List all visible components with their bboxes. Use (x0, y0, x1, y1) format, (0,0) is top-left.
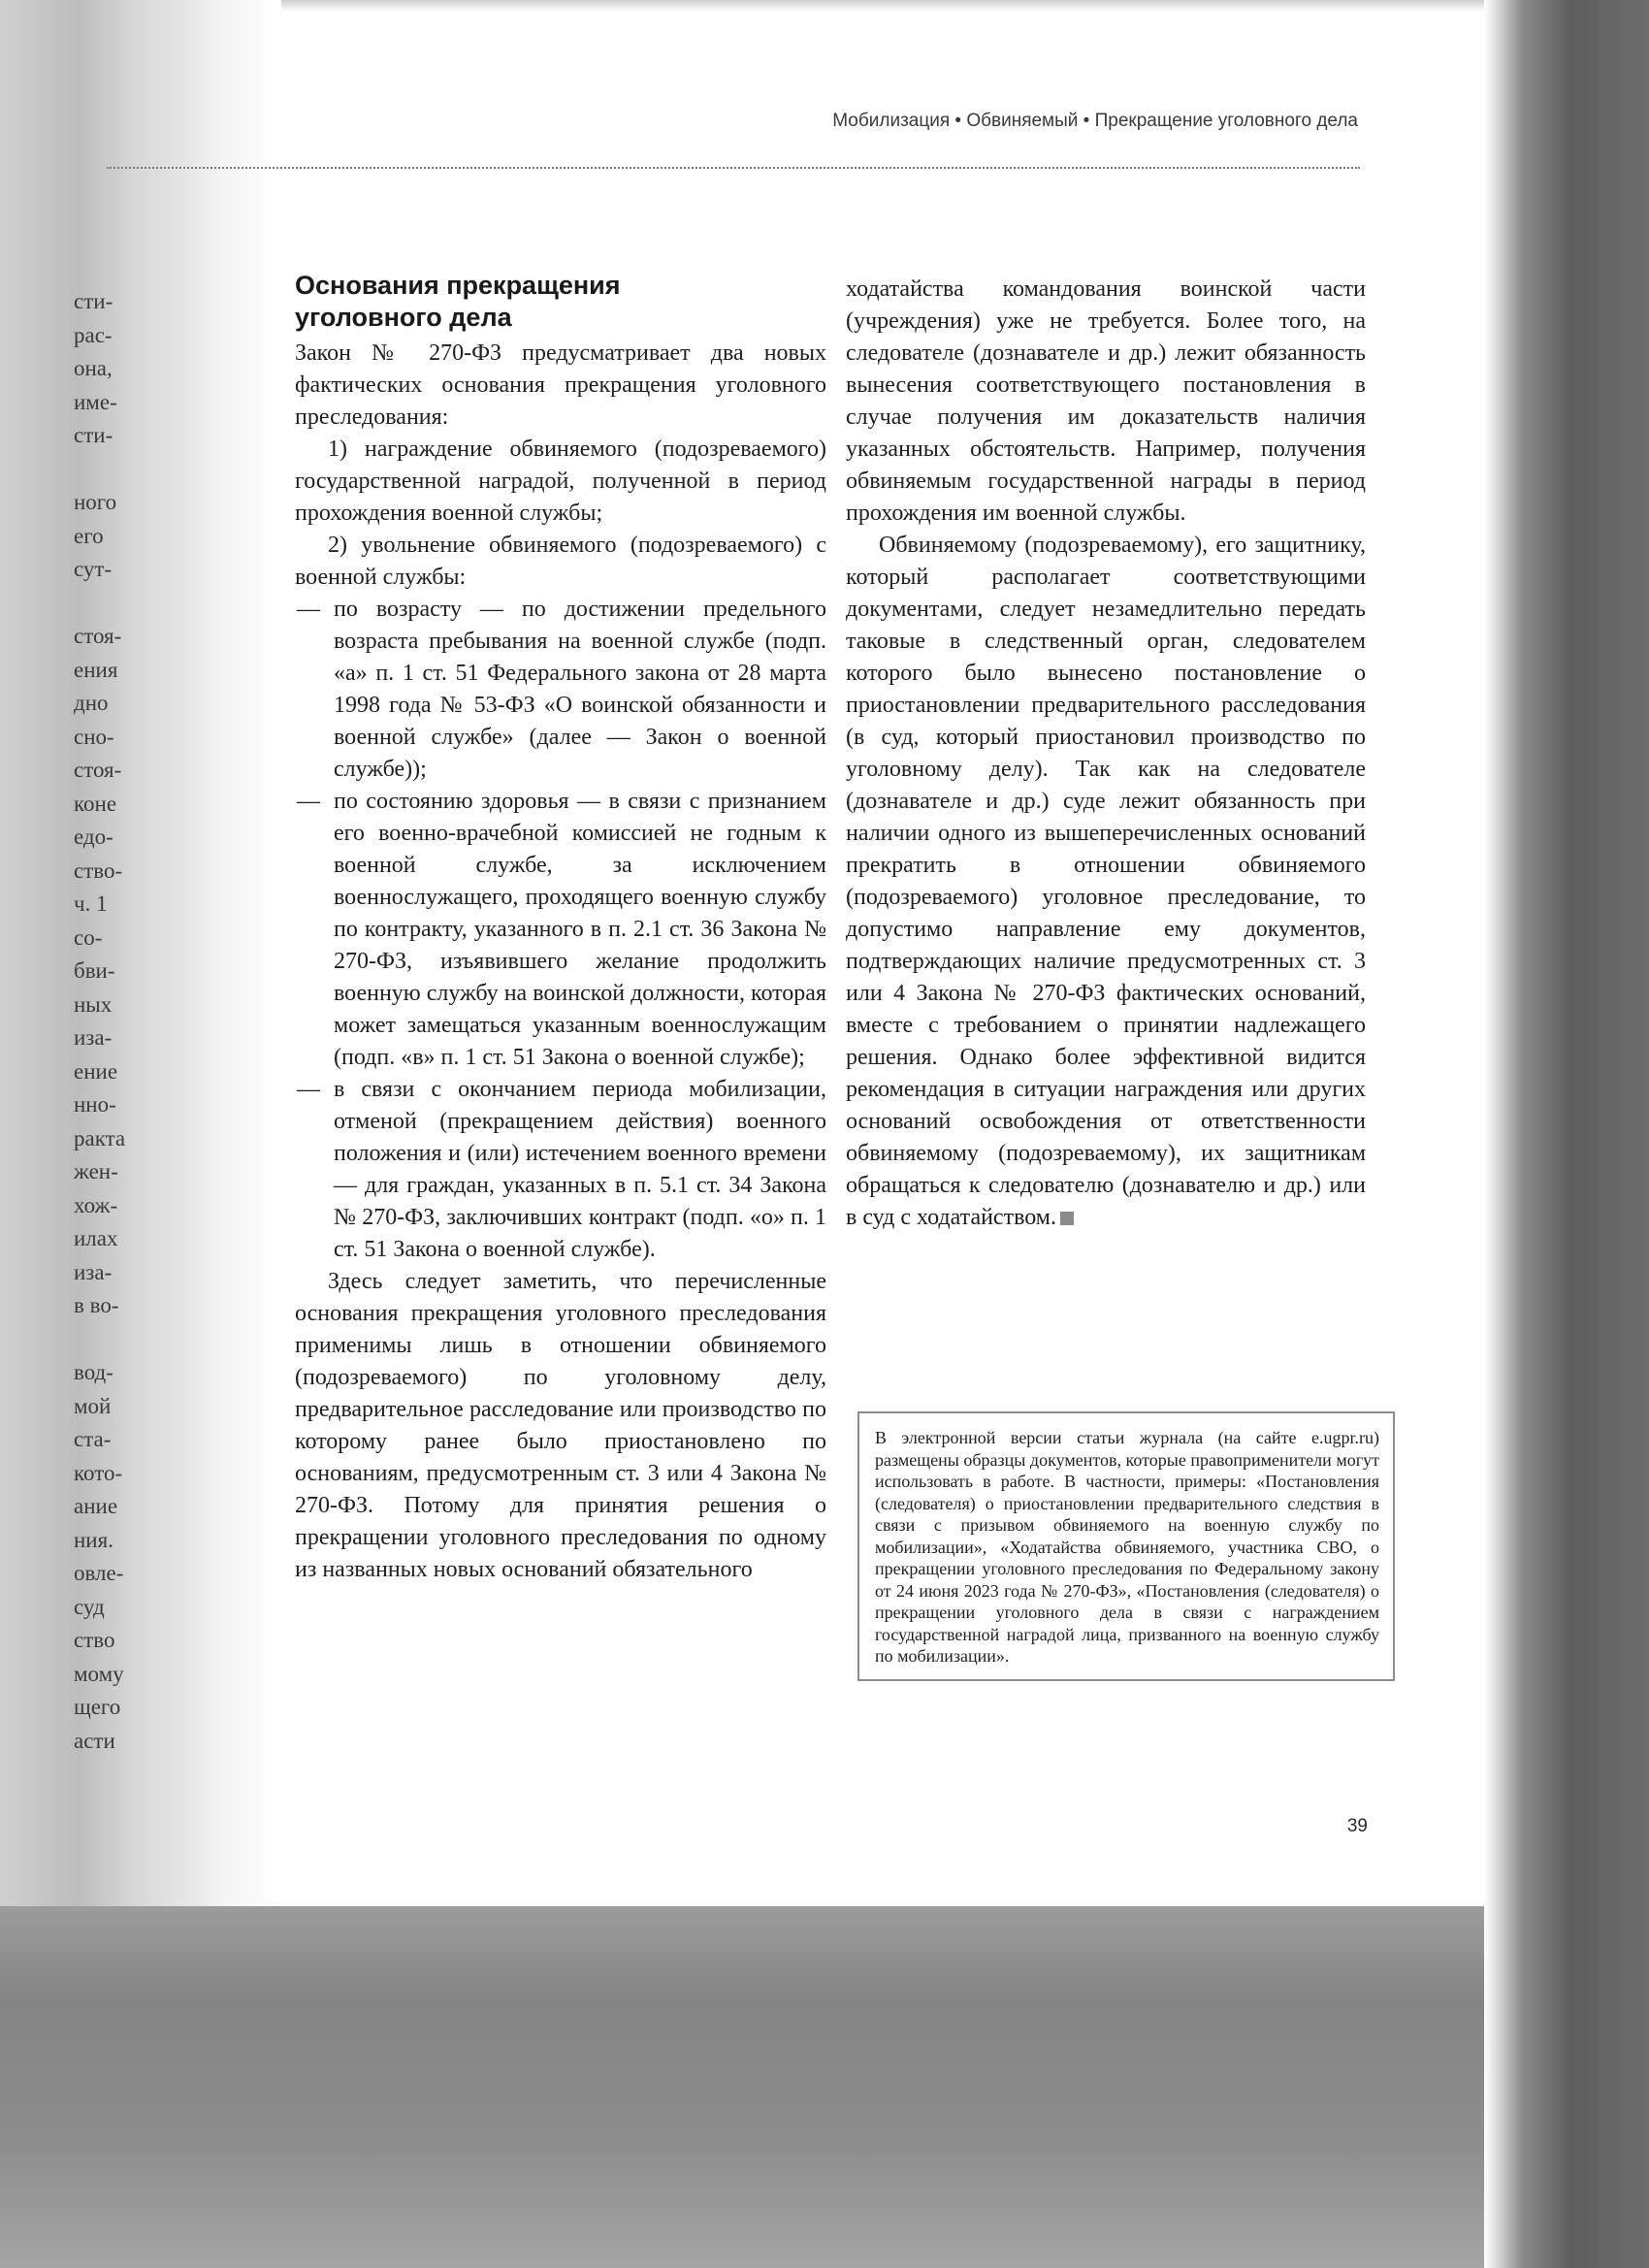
facing-page-fragment: илах (74, 1226, 118, 1250)
article-column-left (295, 270, 826, 1586)
dash-item-text: по возрасту — по достижении предельного возраста пребывания на военной службе (подп. «а» п. 1 ст. 51 Федерального закона от 28 марта 1998 года № 53-ФЗ «О воинской обязанности и военной службе» (далее — Закон о военной службе)); (334, 597, 826, 782)
facing-page-fragment: мой (74, 1393, 112, 1418)
facing-page-fragment: дно (74, 691, 109, 715)
facing-page-fragment: сти- (74, 289, 113, 313)
facing-page-fragment: ство (74, 1628, 115, 1652)
dash-item-text: по состоянию здоровья — в связи с признанием его военно-врачебной комиссией не годным к военной службе, за исключением военнослужащего, проходящего военную службу по контракту, указанного в п. 2.1 ст. 36 Закона № 270-ФЗ, изъявившего желание продолжить военную службу на воинской должности, которая может замещаться указанным военнослужащим (подп. «в» п. 1 ст. 51 Закона о военной службе); (334, 789, 826, 1070)
dash-marker: — (297, 1077, 320, 1102)
facing-page-fragment: со- (74, 924, 103, 950)
facing-page-fragment (74, 1323, 171, 1357)
scan-bottom-shadow (0, 1906, 1484, 2268)
scan-right-shadow (1484, 0, 1649, 2268)
facing-page-fragment: она, (74, 356, 113, 380)
facing-page-fragment: ство- (74, 858, 123, 883)
facing-page-fragment: сно- (74, 724, 114, 749)
facing-page-fragment: иза- (74, 1025, 113, 1050)
facing-page-fragment: стоя- (74, 624, 122, 648)
sidebar-text: В электронной версии статьи журнала (на сайте e.ugpr.ru) размещены образцы документов, которые правоприменители могут использовать в работе. В частности, примеры: «Постановления (следователя) о приостановлении предварительного следствия в связи с призывом обвиняемого на военную службу по мобилизации», «Ходатайства обвиняемого, участника СВО, о прекращении уголовного преследования по Федеральному закону от 24 июня 2023 года № 270-ФЗ», «Постановления (следователя) о прекращении уголовного дела в связи с награждением государственной наградой лица, призванного на военную службу по мобилизации». (875, 1428, 1379, 1666)
facing-page-fragment: сут- (74, 557, 113, 581)
dash-marker: — (297, 597, 320, 622)
dash-item-health (295, 786, 826, 1074)
end-of-article-mark (1060, 1212, 1074, 1225)
dash-item-age (295, 594, 826, 786)
facing-page-fragment: едо- (74, 825, 113, 849)
electronic-version-note-box (857, 1411, 1395, 1681)
advice-text: Обвиняемому (подозреваемому), его защитнику, который располагает соответствующими документами, следует незамедлительно передать таковые в следственный орган, следователем которого было вынесено постановление о приостановлении предварительного расследования (в суд, который приостановил производство по уголовному делу). Так как на следователе (дознавателе и др.) суде лежит обязанность при наличии одного из вышеперечисленных оснований прекратить в отношении обвиняемого (подозреваемого) уголовное преследование, то допустимо направление ему документов, подтверждающих наличие предусмотренных ст. 3 или 4 Закона № 270-ФЗ фактических оснований, вместе с требованием о принятии надлежащего решения. Однако более эффективной видится рекомендация в ситуации награждения или других оснований освобождения от ответственности обвиняемому (подозреваемому), их защитникам обращаться к следователю (дознавателю и др.) или в суд с ходатайством. (846, 533, 1366, 1230)
facing-page-fragment (74, 587, 171, 621)
note-paragraph: Здесь следует заметить, что перечисленные основания прекращения уголовного преследования применимы лишь в отношении обвиняемого (подозреваемого) по уголовному делу, предварительное расследование или производство по которому ранее было приостановлено по основаниям, предусмотренным ст. 3 или 4 Закона № 270-ФЗ. Потому для принятия решения о прекращении уголовного преследования по одному из названных новых оснований обязательного (295, 1269, 826, 1582)
facing-page-fragment: ста- (74, 1427, 112, 1451)
header-dotted-rule (107, 167, 1360, 169)
facing-page-fragment: хож- (74, 1192, 118, 1217)
facing-page-fragment: его (74, 523, 104, 548)
facing-page-fragment: овле- (74, 1561, 124, 1585)
facing-page-fragment: рас- (74, 322, 113, 347)
continuation-paragraph: ходатайства командования воинской части (учреждения) уже не требуется. Более того, на следователе (дознавателе и др.) лежит обязанность вынесения соответствующего постановления в случае получения им доказательств наличия указанных обстоятельств. Например, получения обвиняемым государственной награды в период прохождения им военной службы. (846, 276, 1366, 526)
facing-page-fragment (74, 453, 171, 487)
facing-page-fragment: ния. (74, 1527, 113, 1552)
facing-page-fragment: суд (74, 1594, 105, 1619)
facing-page-fragment: ракта (74, 1125, 126, 1150)
intro-paragraph: Закон № 270-ФЗ предусматривает два новых фактических основания прекращения уголовного преследования: (295, 340, 826, 430)
facing-page-fragment: иза- (74, 1259, 113, 1284)
facing-page-fragment: ения (74, 657, 118, 682)
heading-line-2: уголовного дела (295, 303, 512, 332)
facing-page-fragment: ного (74, 490, 117, 514)
facing-page-fragment: вод- (74, 1360, 113, 1384)
facing-page-fragment: нно- (74, 1092, 116, 1117)
facing-page-fragment: ных (74, 991, 113, 1017)
facing-page-fragment: мому (74, 1661, 124, 1686)
facing-page-fragment: ч. 1 (74, 891, 108, 916)
numbered-item-2: 2) увольнение обвиняемого (подозреваемого) с военной службы: (295, 533, 826, 590)
facing-page-fragment: име- (74, 389, 117, 414)
dash-item-text: в связи с окончанием периода мобилизации, отменой (прекращением действия) военного положения и (или) истечением военного времени — для граждан, указанных в п. 5.1 ст. 34 Закона № 270-ФЗ, заключивших контракт (подп. «о» п. 1 ст. 51 Закона о военной службе). (334, 1077, 826, 1262)
advice-paragraph (846, 530, 1366, 1234)
facing-page-fragment: жен- (74, 1159, 118, 1183)
dash-item-mobilization-end (295, 1074, 826, 1266)
facing-page-fragment: сти- (74, 423, 113, 447)
facing-page-fragment: бви- (74, 958, 115, 983)
facing-page-fragment: ение (74, 1058, 118, 1084)
article-column-right (846, 274, 1366, 1234)
facing-page-fragment: стоя- (74, 758, 122, 782)
heading-line-1: Основания прекращения (295, 271, 621, 300)
facing-page-fragment: ание (74, 1494, 118, 1518)
facing-page-text (74, 285, 171, 1758)
facing-page-fragment: кото- (74, 1460, 123, 1485)
facing-page-fragment: коне (74, 791, 117, 816)
dash-marker: — (297, 789, 320, 814)
book-gutter-shadow (194, 0, 281, 1906)
facing-page-fragment: щего (74, 1695, 121, 1719)
section-heading (295, 270, 826, 334)
page-number: 39 (1346, 1816, 1368, 1836)
facing-page-fragment: асти (74, 1728, 115, 1753)
running-header: Мобилизация • Обвиняемый • Прекращение уголовного дела (832, 111, 1358, 131)
facing-page-fragment: в во- (74, 1293, 119, 1317)
numbered-item-1: 1) награждение обвиняемого (подозреваемого) государственной наградой, полученной в период прохождения военной службы; (295, 437, 826, 526)
